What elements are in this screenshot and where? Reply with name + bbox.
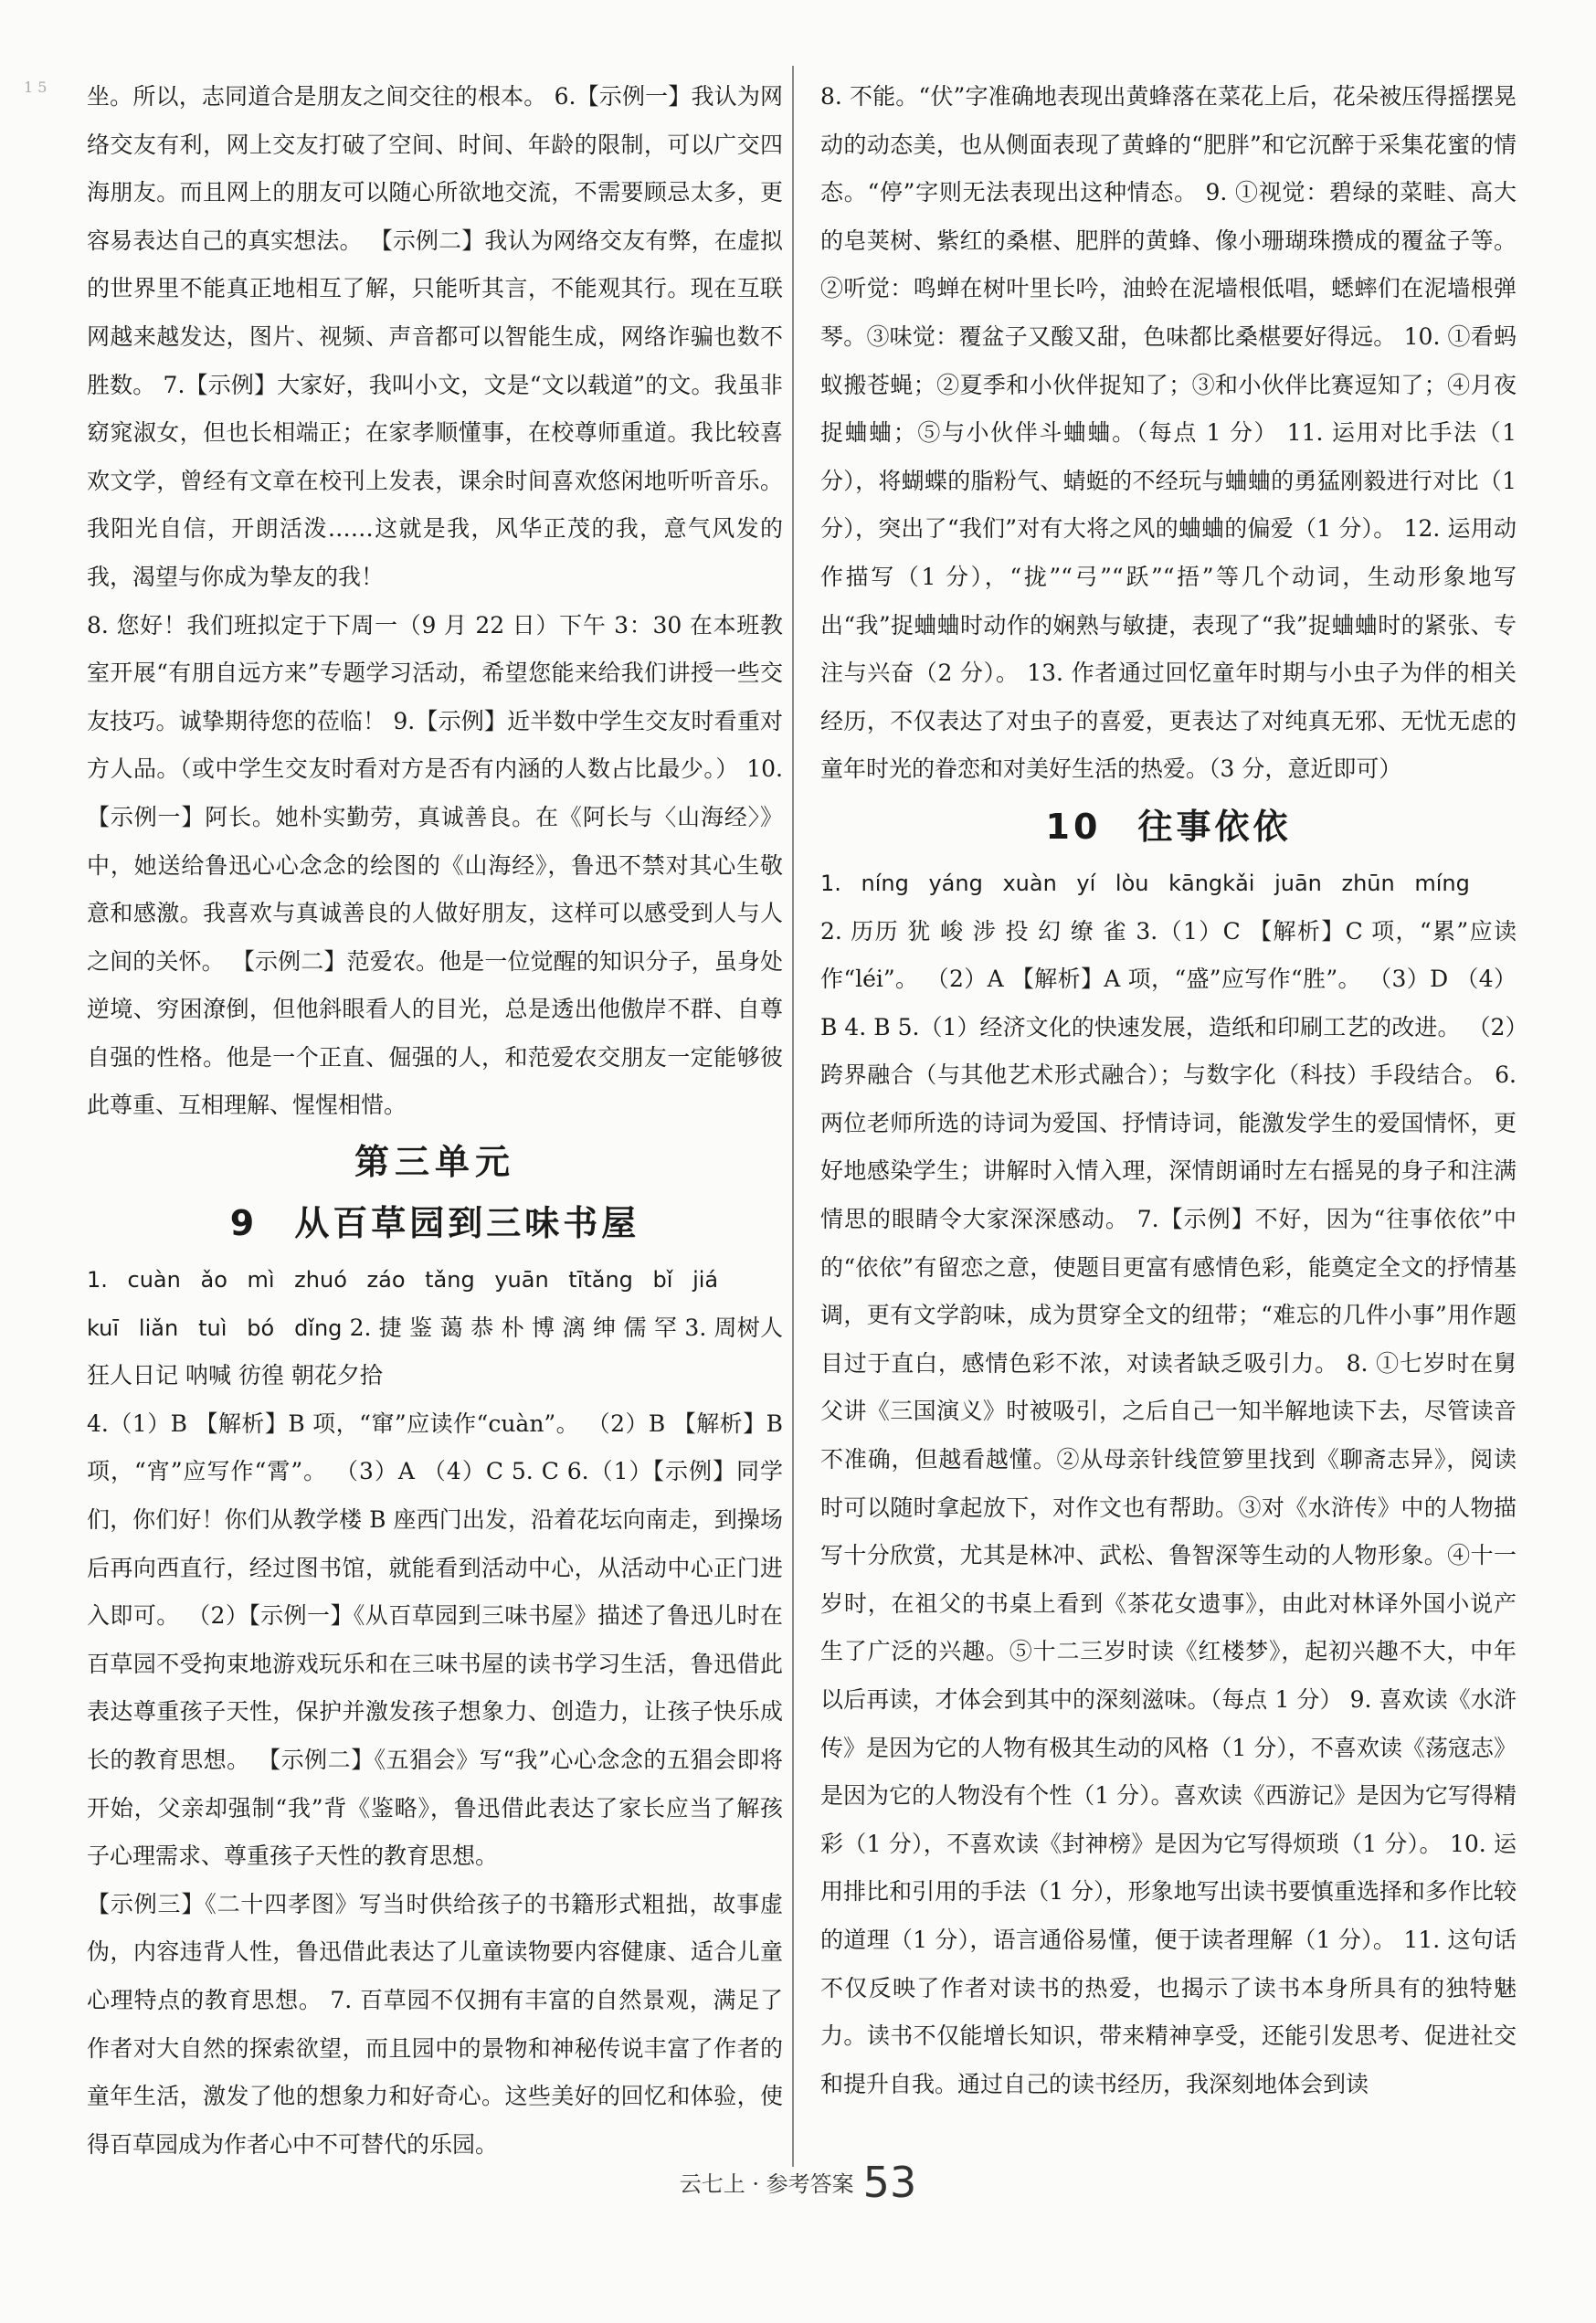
answer-paragraph: 8. 不能。“伏”字准确地表现出黄蜂落在菜花上后，花朵被压得摇摆晃动的动态美，也从侧面表现了黄蜂的“肥胖”和它沉醉于采集花蜜的情态。“停”字则无法表现出这种情态。 9. ①视觉：碧绿的菜畦、高大的皂荚树、紫红的桑椹、肥胖的黄蜂、像小珊瑚珠攒成的覆盆子等。②听觉：鸣蝉在树叶里长吟，油蛉在泥墙根低唱，蟋蟀们在泥墙根弹琴。③味觉：覆盆子又酸又甜，色味都比桑椹要好得远。 10. ①看蚂蚁搬苍蝇；②夏季和小伙伴捉知了；③和小伙伴比赛逗知了；④月夜捉蛐蛐；⑤与小伙伴斗蛐蛐。（每点 1 分） 11. 运用对比手法（1 分），将蝴蝶的脂粉气、蜻蜓的不经玩与蛐蛐的勇猛刚毅进行对比（1 分），突出了“我们”对有大将之风的蛐蛐的偏爱（1 分）。 12. 运用动作描写（1 分），“拢”“弓”“跃”“捂”等几个动词，生动形象地写出“我”捉蛐蛐时动作的娴熟与敏捷，表现了“我”捉蛐蛐时的紧张、专注与兴奋（2 分）。 13. 作者通过回忆童年时期与小虫子为伴的相关经历，不仅表达了对虫子的喜爱，更表达了对纯真无邪、无忧无虑的童年时光的眷恋和对美好生活的热爱。（3 分，意近即可） [820,83,1517,783]
answer-paragraph [87,1304,783,1400]
lesson-name: 从百草园到三味书屋 [294,1203,640,1244]
lesson-number: 9 [229,1203,259,1244]
pinyin-line: kuī liǎn tuì bó dǐng [87,1315,343,1341]
page-footer [0,2158,1596,2207]
lesson-name: 往事依依 [1137,806,1292,847]
answer-paragraph: 4.（1）B 【解析】B 项，“窜”应读作“cuàn”。 （2）B 【解析】B 项，“宵”应写作“霄”。 （3）A （4）C 5. C 6.（1）【示例】同学们，你们好！你们从教学楼 B 座西门出发，沿着花坛向南走，到操场后再向西直行，经过图书馆，就能看到活动中心，从活动中心正门进入即可。 （2）【示例一】《从百草园到三味书屋》描述了鲁迅儿时在百草园不受拘束地游戏玩乐和在三味书屋的读书学习生活，鲁迅借此表达尊重孩子天性，保护并激发孩子想象力、创造力，让孩子快乐成长的教育思想。 【示例二】《五猖会》写“我”心心念念的五猖会即将开始，父亲却强制“我”背《鉴略》，鲁迅借此表达了家长应当了解孩子心理需求、尊重孩子天性的教育思想。 [87,1410,783,1870]
lesson-number: 10 [1045,806,1102,847]
pinyin-line: 1. cuàn ǎo mì zhuó záo tǎng yuān tītǎng bǐ jiá [87,1267,719,1293]
answer-paragraph: 【示例三】《二十四孝图》写当时供给孩子的书籍形式粗拙，故事虚伪，内容违背人性，鲁迅借此表达了儿童读物要内容健康、适合儿童心理特点的教育思想。 7. 百草园不仅拥有丰富的自然景观，满足了作者对大自然的探索欲望，而且园中的景物和神秘传说丰富了作者的童年生活，激发了他的想象力和好奇心。这些美好的回忆和体验，使得百草园成为作者心中不可替代的乐园。 [87,1890,783,2158]
answer-text: 2. 捷 鉴 蔼 恭 朴 博 漓 绅 儒 罕 3. 周树人 狂人日记 呐喊 彷徨 朝花夕拾 [87,1314,783,1389]
column-divider [792,66,794,2167]
corner-mark: 1 5 [24,79,48,96]
answer-paragraph: 8. 您好！我们班拟定于下周一（9 月 22 日）下午 3：30 在本班教室开展“有朋自远方来”专题学习活动，希望您能来给我们讲授一些交友技巧。诚挚期待您的莅临！ 9.【示例】近半数中学生交友时看重对方人品。（或中学生交友时看对方是否有内涵的人数占比最少。） 10.【示例一】阿长。她朴实勤劳，真诚善良。在《阿长与〈山海经〉》中，她送给鲁迅心心念念的绘图的《山海经》，鲁迅不禁对其心生敬意和感激。我喜欢与真诚善良的人做好朋友，这样可以感受到人与人之间的关怀。 【示例二】范爱农。他是一位觉醒的知识分子，虽身处逆境、穷困潦倒，但他斜眼看人的目光，总是透出他傲岸不群、自尊自强的性格。他是一个正直、倔强的人，和范爱农交朋友一定能够彼此尊重、互相理解、惺惺相惜。 [87,611,783,1119]
footer-label: 云七上 · 参考答案 [679,2171,854,2197]
page-number: 53 [862,2158,917,2207]
unit-title: 第三单元 [354,1142,515,1183]
left-column [87,73,783,2169]
pinyin-line: 1. níng yáng xuàn yí lòu kāngkǎi juān zhūn míng [820,870,1470,896]
lesson-title [87,1194,783,1252]
answer-paragraph: 坐。所以，志同道合是朋友之间交往的根本。 6.【示例一】我认为网络交友有利，网上交友打破了空间、时间、年龄的限制，可以广交四海朋友。而且网上的朋友可以随心所欲地交流，不需要顾忌太多，更容易表达自己的真实想法。 【示例二】我认为网络交友有弊，在虚拟的世界里不能真正地相互了解，只能听其言，不能观其行。现在互联网越来越发达，图片、视频、声音都可以智能生成，网络诈骗也数不胜数。 7.【示例】大家好，我叫小文，文是“文以载道”的文。我虽非窈窕淑女，但也长相端正；在家孝顺懂事，在校尊师重道。我比较喜欢文学，曾经有文章在校刊上发表，课余时间喜欢悠闲地听听音乐。我阳光自信，开朗活泼……这就是我，风华正茂的我，意气风发的我，渴望与你成为挚友的我！ [87,83,783,590]
lesson-title [820,797,1517,856]
answer-paragraph: 2. 历历 犹 峻 涉 投 幻 缭 雀 3.（1）C 【解析】C 项，“累”应读作“léi”。 （2）A 【解析】A 项，“盛”应写作“胜”。 （3）D （4）B 4. B 5.（1）经济文化的快速发展，造纸和印刷工艺的改进。 （2）跨界融合（与其他艺术形式融合）；与数字化（科技）手段结合。 6. 两位老师所选的诗词为爱国、抒情诗词，能激发学生的爱国情怀，更好地感染学生；讲解时入情入理，深情朗诵时左右摇晃的身子和注满情思的眼睛令大家深深感动。 7.【示例】不好，因为“往事依依”中的“依依”有留恋之意，使题目更富有感情色彩，能奠定全文的抒情基调，更有文学韵味，成为贯穿全文的纽带；“难忘的几件小事”用作题目过于直白，感情色彩不浓，对读者缺乏吸引力。 8. ①七岁时在舅父讲《三国演义》时被吸引，之后自己一知半解地读下去，尽管读音不准确，但越看越懂。②从母亲针线笸箩里找到《聊斋志异》，阅读时可以随时拿起放下，对作文也有帮助。③对《水浒传》中的人物描写十分欣赏，尤其是林冲、武松、鲁智深等生动的人物形象。④十一岁时，在祖父的书桌上看到《茶花女遗事》，由此对林译外国小说产生了广泛的兴趣。⑤十二三岁时读《红楼梦》，起初兴趣不大，中年以后再读，才体会到其中的深刻滋味。（每点 1 分） 9. 喜欢读《水浒传》是因为它的人物有极其生动的风格（1 分），不喜欢读《荡寇志》是因为它的人物没有个性（1 分）。喜欢读《西游记》是因为它写得精彩（1 分），不喜欢读《封神榜》是因为它写得烦琐（1 分）。 10. 运用排比和引用的手法（1 分），形象地写出读书要慎重选择和多作比较的道理（1 分），语言通俗易懂，便于读者理解（1 分）。 11. 这句话不仅反映了作者对读书的热爱，也揭示了读书本身所具有的独特魅力。读书不仅能增长知识，带来精神享受，还能引发思考、促进社交和提升自我。通过自己的读书经历，我深刻地体会到读 [820,917,1517,2097]
right-column [820,73,1517,2108]
